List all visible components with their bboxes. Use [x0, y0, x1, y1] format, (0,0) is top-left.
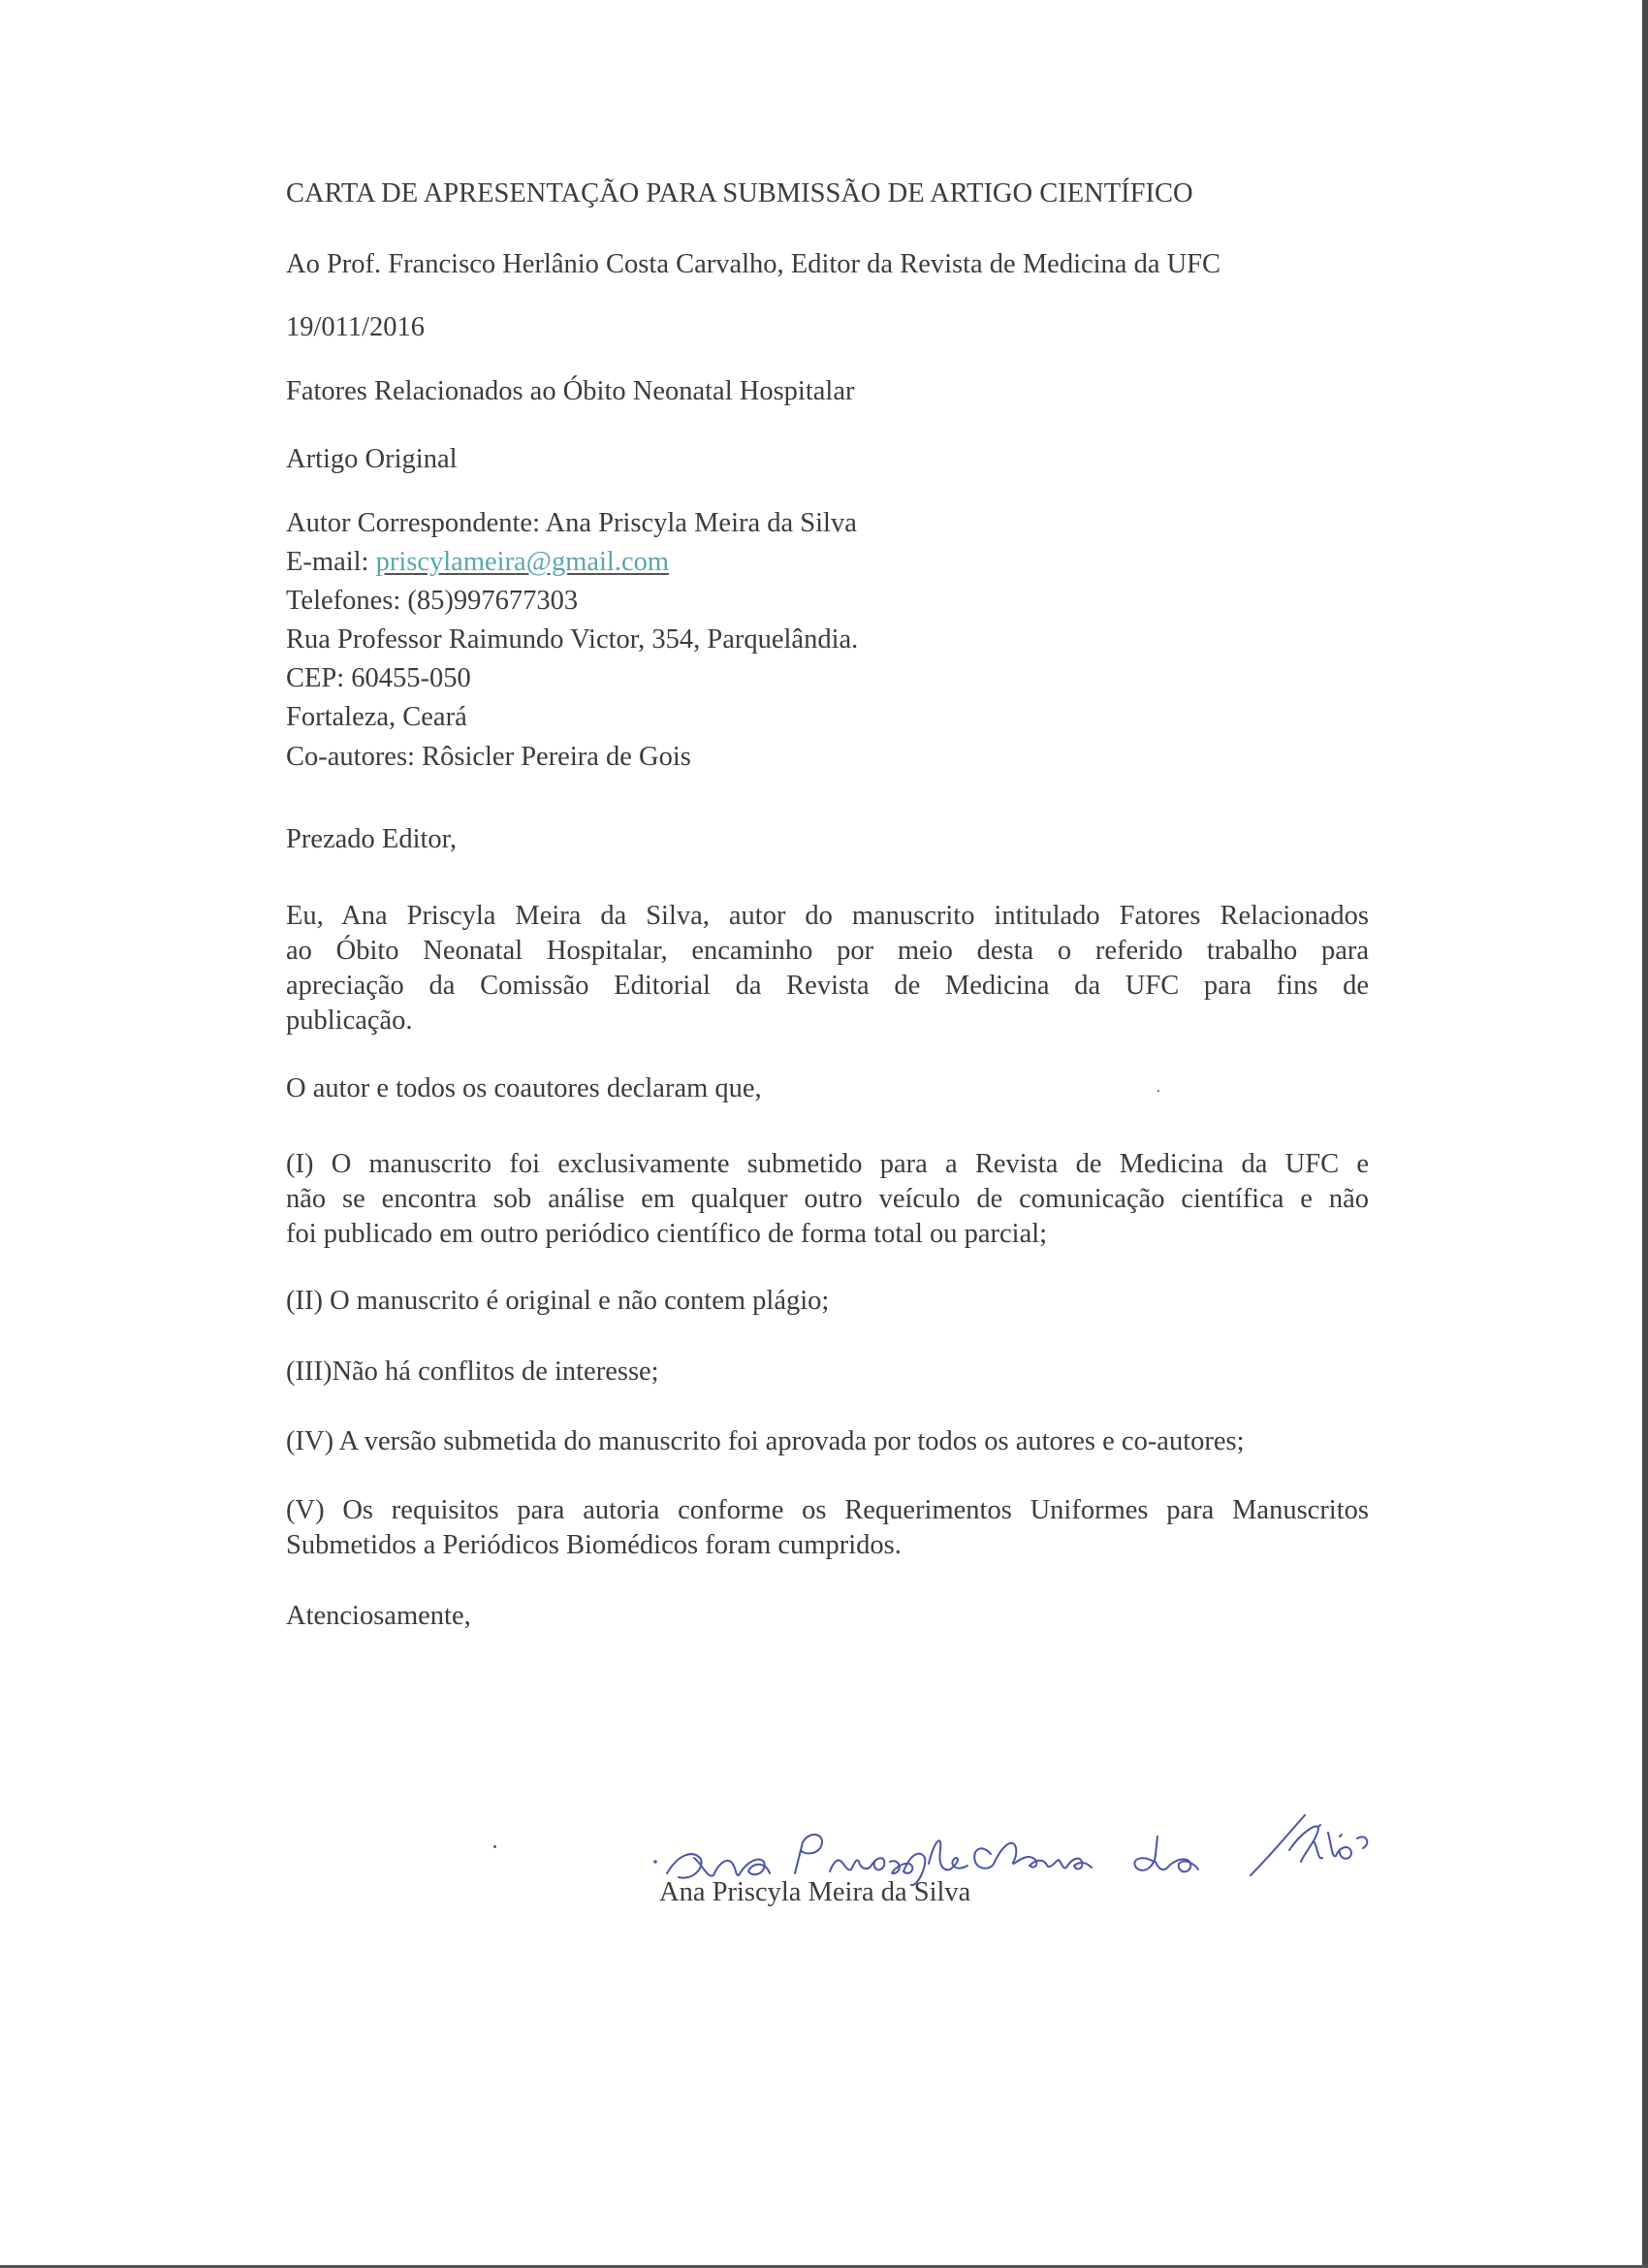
scan-speck — [493, 1845, 496, 1848]
email-label: E-mail: — [286, 547, 376, 577]
intro-line: publicação. — [286, 1006, 413, 1036]
signature-stroke — [1134, 1837, 1198, 1871]
scan-speck — [1157, 1090, 1159, 1092]
intro-line: Eu, Ana Priscyla Meira da Silva, autor do manuscrito intitulado Fatores Relacionados — [286, 901, 1369, 931]
email-link[interactable]: priscylameira@gmail.com — [375, 547, 670, 577]
phone: Telefones: (85)997677303 — [286, 586, 579, 616]
article-title: Fatores Relacionados ao Óbito Neonatal Hospitalar — [286, 376, 855, 406]
letter-title: CARTA DE APRESENTAÇÃO PARA SUBMISSÃO DE ARTIGO CIENTÍFICO — [286, 178, 1193, 208]
signature-stroke — [974, 1843, 1092, 1869]
postal-code: CEP: 60455-050 — [286, 663, 471, 693]
declaration-iii: (III)Não há conflitos de interesse; — [286, 1357, 659, 1387]
declaration-i-line: foi publicado em outro periódico científico de forma total ou parcial; — [286, 1219, 1048, 1249]
address: Rua Professor Raimundo Victor, 354, Parquelândia. — [286, 624, 859, 655]
declaration-ii: (II) O manuscrito é original e não contem plágio; — [286, 1286, 830, 1316]
coauthors: Co-autores: Rôsicler Pereira de Gois — [286, 742, 691, 772]
addressee: Ao Prof. Francisco Herlânio Costa Carvalho, Editor da Revista de Medicina da UFC — [286, 249, 1221, 279]
declaration-i-line: não se encontra sob análise em qualquer outro veículo de comunicação científica e não — [286, 1184, 1369, 1214]
scan-page-edge-right — [1642, 0, 1648, 2268]
corresponding-author: Autor Correspondente: Ana Priscyla Meira da Silva — [286, 508, 857, 538]
intro-line: apreciação da Comissão Editorial da Revista de Medicina da UFC para fins de — [286, 971, 1369, 1001]
declaration-v-line: (V) Os requisitos para autoria conforme os Requerimentos Uniformes para Manuscritos — [286, 1495, 1369, 1525]
signature-stroke — [1251, 1815, 1367, 1875]
declaration-iv: (IV) A versão submetida do manuscrito foi aprovada por todos os autores e co-autores; — [286, 1426, 1245, 1456]
intro-line: ao Óbito Neonatal Hospitalar, encaminho por meio desta o referido trabalho para — [286, 936, 1369, 966]
article-type: Artigo Original — [286, 444, 458, 474]
salutation: Prezado Editor, — [286, 824, 458, 854]
declaration-intro: O autor e todos os coautores declaram que, — [286, 1073, 762, 1103]
letter-date: 19/011/2016 — [286, 312, 426, 342]
signatory-name: Ana Priscyla Meira da Silva — [659, 1877, 971, 1907]
email-line — [286, 549, 669, 577]
city: Fortaleza, Ceará — [286, 702, 467, 732]
declaration-v-line: Submetidos a Periódicos Biomédicos foram cumpridos. — [286, 1530, 902, 1560]
declaration-i-line: (I) O manuscrito foi exclusivamente submetido para a Revista de Medicina da UFC e — [286, 1149, 1369, 1179]
signature-dot — [653, 1860, 657, 1864]
closing: Atenciosamente, — [286, 1601, 471, 1631]
signature-stroke — [1318, 1825, 1342, 1837]
signature-stroke — [667, 1854, 770, 1877]
